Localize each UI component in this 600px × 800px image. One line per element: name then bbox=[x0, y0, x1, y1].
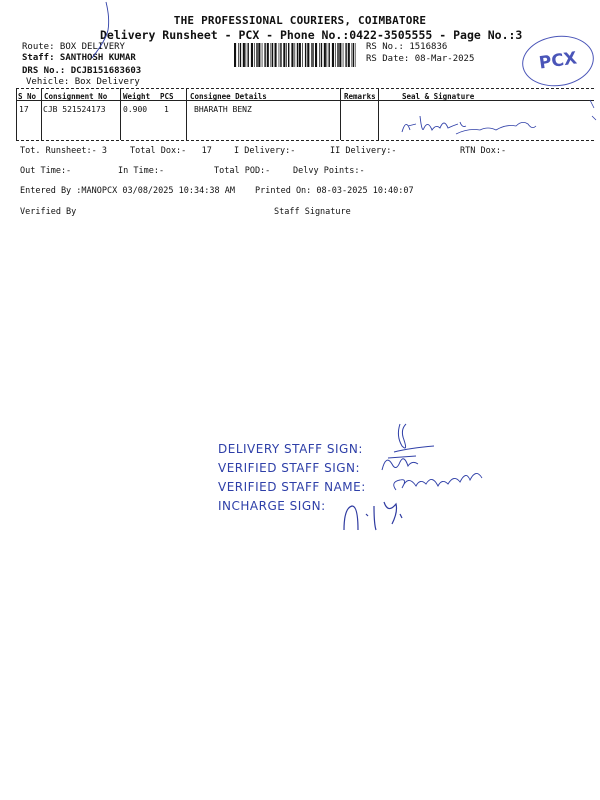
barcode-bar bbox=[352, 43, 353, 67]
verified-by-label: Verified By bbox=[20, 207, 77, 217]
barcode-bar bbox=[240, 43, 241, 67]
staff-signature-label: Staff Signature bbox=[274, 207, 351, 217]
barcode-bar bbox=[343, 43, 344, 67]
barcode-bar bbox=[258, 43, 260, 67]
barcode-bar bbox=[291, 43, 293, 67]
barcode-bar bbox=[272, 43, 273, 67]
in-time: In Time:- bbox=[118, 166, 165, 176]
barcode-bar bbox=[307, 43, 309, 67]
barcode-bar bbox=[248, 43, 249, 67]
barcode-bar bbox=[315, 43, 317, 67]
runsheet-title: Delivery Runsheet - PCX - Phone No.:0422-3505555 - Page No.:3 bbox=[100, 28, 523, 42]
cell-sno: 17 bbox=[19, 105, 29, 114]
stamp-verified-staff-sign: VERIFIED STAFF SIGN: bbox=[218, 461, 361, 475]
barcode-bar bbox=[234, 43, 236, 67]
barcode-bar bbox=[339, 43, 341, 67]
i-delivery: I Delivery:- bbox=[234, 146, 296, 156]
barcode-bar bbox=[279, 43, 280, 67]
barcode-bar bbox=[321, 43, 322, 67]
barcode-bar bbox=[267, 43, 269, 67]
pen-stroke-mark bbox=[86, 0, 116, 60]
column-header-remarks: Remarks bbox=[344, 92, 376, 101]
column-header-consignee: Consignee Details bbox=[190, 92, 267, 101]
barcode-bar bbox=[280, 43, 281, 67]
vehicle-label: Vehicle: Box Delivery bbox=[26, 77, 140, 87]
verified-staff-name-handwriting bbox=[386, 464, 496, 498]
barcode-bar bbox=[288, 43, 289, 67]
rs-number: RS No.: 1516836 bbox=[366, 42, 448, 52]
barcode-icon bbox=[234, 43, 356, 67]
barcode-bar bbox=[356, 43, 357, 67]
column-header-sno: S No bbox=[18, 92, 37, 101]
barcode-bar bbox=[324, 43, 326, 67]
column-header-weight: Weight bbox=[123, 92, 151, 101]
barcode-bar bbox=[262, 43, 263, 67]
barcode-bar bbox=[353, 43, 354, 67]
receiver-signature bbox=[396, 106, 546, 144]
stamp-delivery-staff-sign: DELIVERY STAFF SIGN: bbox=[218, 442, 363, 456]
barcode-bar bbox=[256, 43, 257, 67]
barcode-bar bbox=[286, 43, 287, 67]
barcode-bar bbox=[283, 43, 285, 67]
barcode-bar bbox=[264, 43, 265, 67]
barcode-bar bbox=[254, 43, 255, 67]
pen-stroke-mark bbox=[588, 98, 598, 110]
barcode-bar bbox=[305, 43, 306, 67]
barcode-bar bbox=[246, 43, 247, 67]
total-pod: Total POD:- bbox=[214, 166, 271, 176]
column-header-seal-signature: Seal & Signature bbox=[402, 92, 475, 101]
barcode-bar bbox=[348, 43, 350, 67]
entered-by: Entered By :MANOPCX 03/08/2025 10:34:38 AM bbox=[20, 186, 235, 196]
staff-label: Staff: SANTHOSH KUMAR bbox=[22, 53, 136, 63]
rtn-dox: RTN Dox:- bbox=[460, 146, 507, 156]
barcode-bar bbox=[243, 43, 245, 67]
cell-weight: 0.900 bbox=[123, 105, 148, 114]
barcode-bar bbox=[297, 43, 298, 67]
barcode-bar bbox=[337, 43, 338, 67]
pcx-logo-stamp: PCX bbox=[519, 31, 597, 91]
barcode-bar bbox=[327, 43, 328, 67]
column-header-consignment: Consignment No bbox=[44, 92, 108, 101]
barcode-bar bbox=[294, 43, 295, 67]
cell-consignee: BHARATH BENZ bbox=[194, 105, 252, 114]
route-label: Route: BOX DELIVERY bbox=[22, 42, 125, 52]
total-dox: Total Dox:- 17 bbox=[130, 146, 212, 156]
barcode-bar bbox=[335, 43, 336, 67]
barcode-bar bbox=[302, 43, 303, 67]
barcode-bar bbox=[299, 43, 301, 67]
ii-delivery: II Delivery:- bbox=[330, 146, 397, 156]
barcode-bar bbox=[238, 43, 239, 67]
barcode-bar bbox=[311, 43, 312, 67]
company-title: THE PROFESSIONAL COURIERS, COIMBATORE bbox=[173, 14, 427, 27]
rs-date: RS Date: 08-Mar-2025 bbox=[366, 54, 475, 64]
out-time: Out Time:- bbox=[20, 166, 72, 176]
barcode-bar bbox=[319, 43, 320, 67]
barcode-bar bbox=[345, 43, 346, 67]
drs-number: DRS No.: DCJB151683603 bbox=[22, 66, 142, 76]
stamp-incharge-sign: INCHARGE SIGN: bbox=[218, 499, 326, 513]
barcode-bar bbox=[271, 43, 272, 67]
incharge-signature bbox=[338, 494, 418, 538]
delivery-points: Delvy Points:- bbox=[293, 166, 365, 176]
stamp-verified-staff-name: VERIFIED STAFF NAME: bbox=[218, 480, 366, 494]
column-header-pcs: PCS bbox=[160, 92, 174, 101]
cell-consignment-no: CJB 521524173 bbox=[43, 105, 106, 114]
barcode-bar bbox=[275, 43, 277, 67]
barcode-bar bbox=[332, 43, 334, 67]
total-runsheet: Tot. Runsheet:- 3 bbox=[20, 146, 107, 156]
printed-on: Printed On: 08-03-2025 10:40:07 bbox=[255, 186, 414, 196]
cell-pcs: 1 bbox=[164, 105, 169, 114]
barcode-bar bbox=[251, 43, 253, 67]
barcode-bar bbox=[329, 43, 330, 67]
barcode-bar bbox=[312, 43, 313, 67]
